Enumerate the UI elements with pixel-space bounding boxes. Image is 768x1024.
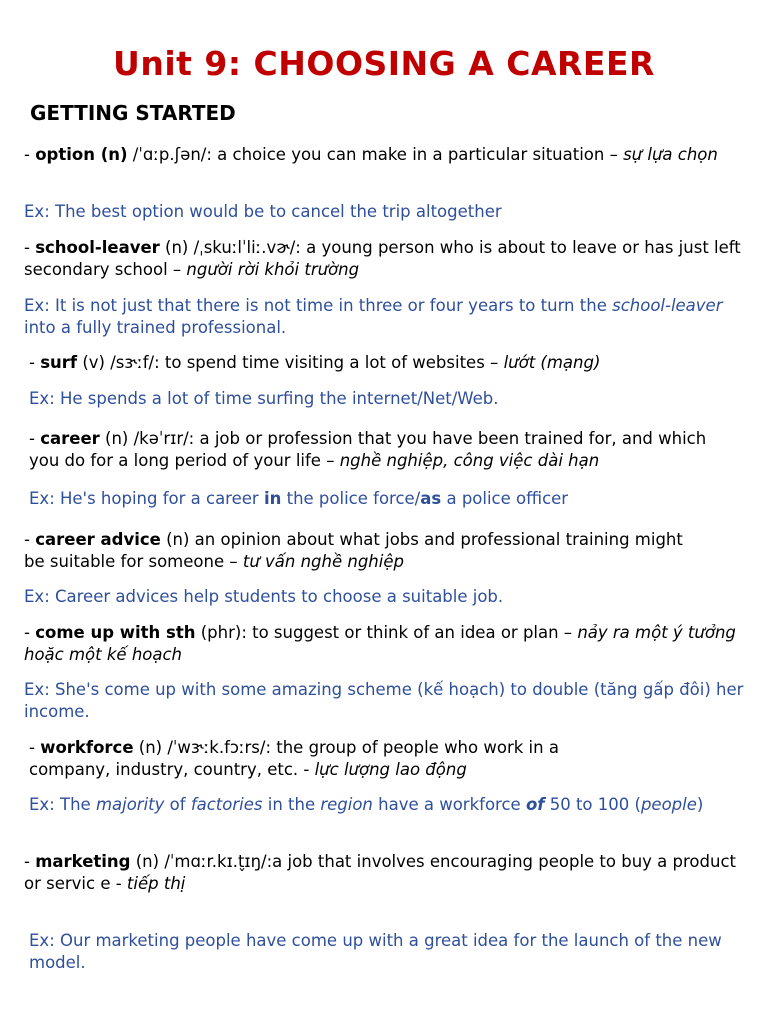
vocab-translation: tiếp thị — [126, 873, 186, 893]
vocab-example-marketing: Ex: Our marketing people have come up with a great idea for the launch of the new model. — [29, 931, 722, 972]
vocab-translation: nghề nghiệp, công việc dài hạn — [339, 450, 600, 470]
page-title: Unit 9: CHOOSING A CAREER — [113, 44, 655, 83]
vocab-translation: tư vấn nghề nghiệp — [242, 551, 404, 571]
vocab-example-come-up-with: Ex: She's come up with some amazing scheme (kế hoạch) to double (tăng gấp đôi) her income. — [24, 680, 744, 721]
vocab-term: marketing — [35, 852, 131, 871]
vocab-entry-marketing: - marketing (n) /ˈmɑːr.kɪ.t̬ɪŋ/:a job that involves encouraging people to buy a product or servic e - tiếp thị — [24, 852, 736, 893]
vocab-example-workforce: Ex: The majority of factories in the region have a workforce of 50 to 100 (people) — [29, 795, 704, 814]
vocab-example-career: Ex: He's hoping for a career in the police force/as a police officer — [29, 489, 569, 508]
vocab-term: career — [40, 429, 100, 448]
vocab-term: surf — [40, 353, 78, 372]
vocab-translation: người rời khỏi trường — [186, 259, 360, 279]
vocab-entry-career: - career (n) /kəˈrɪr/: a job or profession that you have been trained for, and which you do for a long period of your life – nghề nghiệp, công việc dài hạn — [29, 429, 707, 470]
vocab-term: career advice — [35, 530, 161, 549]
vocab-entry-surf: - surf (v) /sɝːf/: to spend time visiting a lot of websites – lướt (mạng) — [29, 353, 601, 372]
vocab-example-option: Ex: The best option would be to cancel the trip altogether — [24, 202, 502, 221]
vocab-example-school-leaver: Ex: It is not just that there is not time in three or four years to turn the school-leaver into a fully trained professional. — [24, 296, 723, 337]
section-heading: GETTING STARTED — [30, 101, 236, 125]
vocab-example-surf: Ex: He spends a lot of time surfing the internet/Net/Web. — [29, 389, 499, 408]
vocab-translation: lướt (mạng) — [503, 353, 601, 372]
vocab-entry-come-up-with: - come up with sth (phr): to suggest or think of an idea or plan – nảy ra một ý tưởng hoặc một kế hoạch — [24, 623, 736, 664]
vocab-term: workforce — [40, 738, 134, 757]
vocab-term: come up with sth — [35, 623, 196, 642]
vocab-entry-workforce: - workforce (n) /ˈwɝːk.fɔːrs/: the group of people who work in a company, industry, country, etc. - lực lượng lao động — [29, 738, 559, 779]
vocab-entry-career-advice: - career advice (n) an opinion about what jobs and professional training might be suitable for someone – tư vấn nghề nghiệp — [24, 530, 683, 571]
vocab-example-career-advice: Ex: Career advices help students to choose a suitable job. — [24, 587, 504, 606]
vocab-translation: sự lựa chọn — [623, 145, 718, 164]
vocab-term: option (n) — [35, 145, 128, 164]
vocab-translation: nảy ra một ý tưởng hoặc một kế hoạch — [24, 623, 736, 664]
vocab-entry-school-leaver: - school-leaver (n) /ˌskuːlˈliː.vɚ/: a young person who is about to leave or has just left secondary school – người rời khỏi trường — [24, 238, 741, 279]
vocab-entry-option: - option (n) /ˈɑːp.ʃən/: a choice you can make in a particular situation – sự lựa chọn — [24, 145, 718, 164]
vocab-term: school-leaver — [35, 238, 160, 257]
vocab-translation: lực lượng lao động — [314, 759, 467, 779]
